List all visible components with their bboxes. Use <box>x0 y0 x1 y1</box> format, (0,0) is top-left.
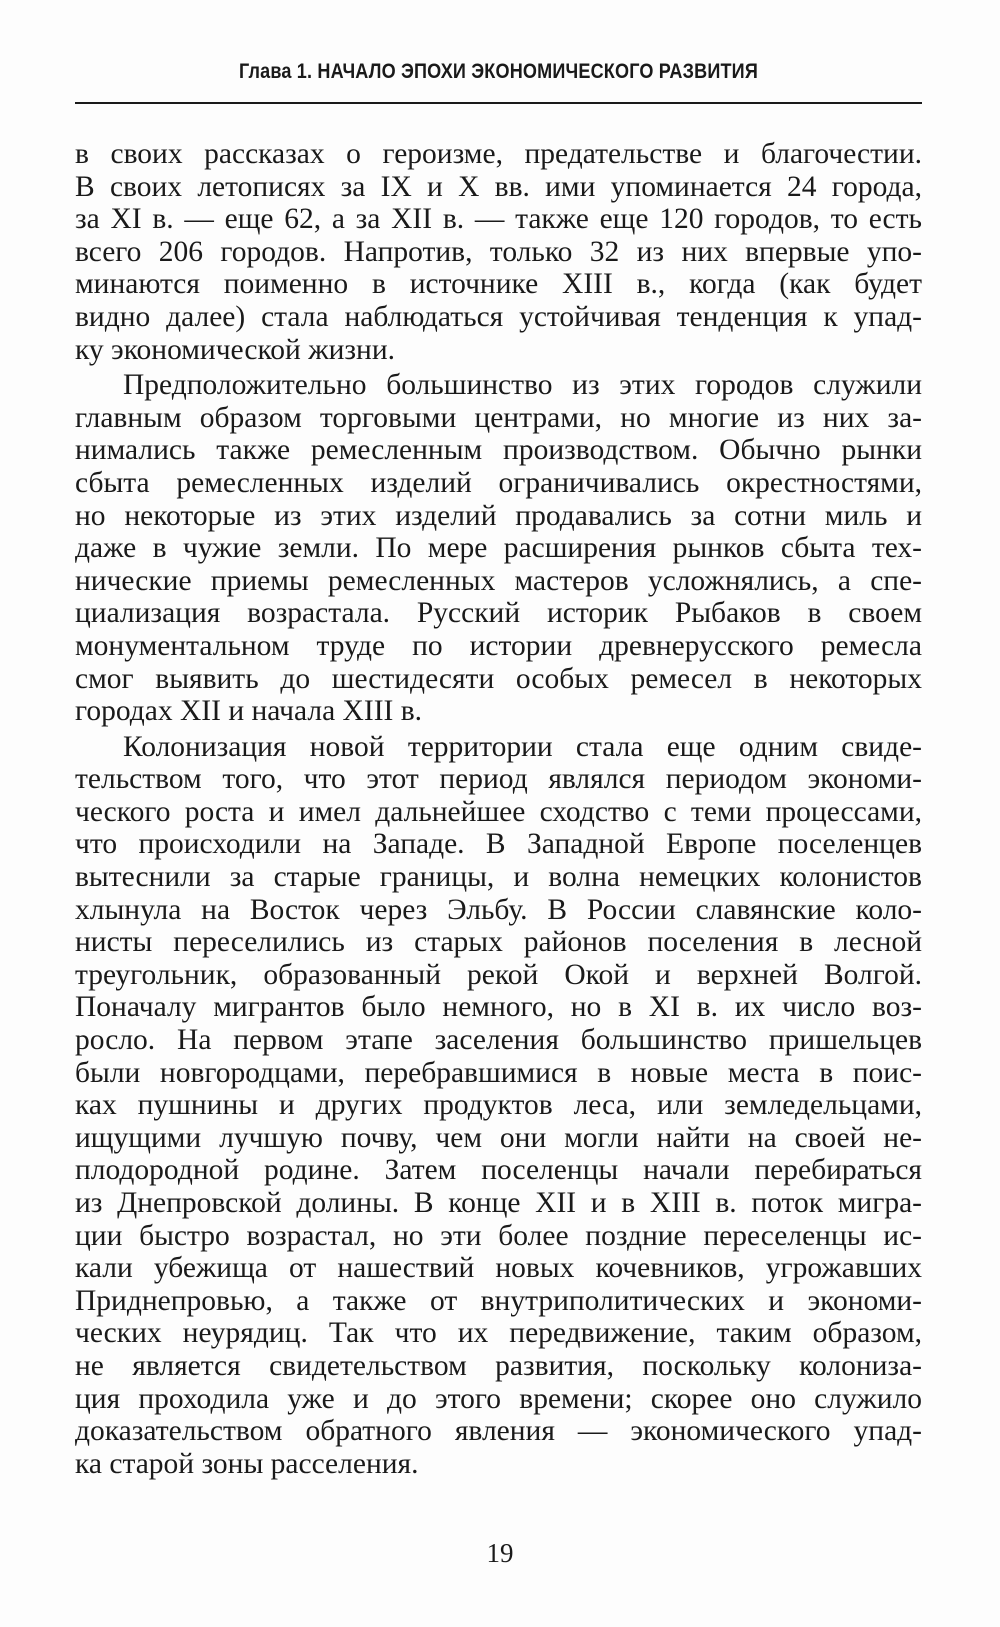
text-line: но некоторые из этих изделий продавались за сотни миль и <box>75 499 922 532</box>
text-line: ку экономической жизни. <box>75 333 395 366</box>
text-line: Поначалу мигрантов было немного, но в XI в. их число воз- <box>75 991 922 1024</box>
text-line: что происходили на Западе. В Западной Европе поселенцев <box>75 828 922 861</box>
text-line: ции быстро возрастал, но эти более поздние переселенцы ис- <box>75 1219 922 1252</box>
text-line: треугольник, образованный рекой Окой и верхней Волгой. <box>75 958 922 991</box>
text-line: всего 206 городов. Напротив, только 32 из них впервые упо- <box>75 235 922 268</box>
text-line: даже в чужие земли. По мере расширения рынков сбыта тех- <box>75 532 922 565</box>
text-line: ка старой зоны расселения. <box>75 1447 419 1480</box>
text-line: ция проходила уже и до этого времени; скорее оно служило <box>75 1382 922 1415</box>
body-text <box>75 138 922 1480</box>
text-line: главным образом торговыми центрами, но многие из них за- <box>75 401 922 434</box>
text-line: Предположительно большинство из этих городов служили <box>123 369 922 402</box>
text-line: Приднепровью, а также от внутриполитических и экономи- <box>75 1284 922 1317</box>
text-line: кали убежища от нашествий новых кочевников, угрожавших <box>75 1252 922 1285</box>
text-line: ищущими лучшую почву, чем они могли найти на своей не- <box>75 1121 922 1154</box>
paragraph-3 <box>75 731 922 1481</box>
text-line: циализация возрастала. Русский историк Рыбаков в своем <box>75 597 922 630</box>
paragraph-1 <box>75 138 922 366</box>
text-line: из Днепровской долины. В конце XII и в XIII в. поток мигра- <box>75 1187 922 1219</box>
text-line: ческих неурядиц. Так что их передвижение, таким образом, <box>75 1317 922 1350</box>
text-line: росло. На первом этапе заселения большинство пришельцев <box>75 1024 922 1057</box>
text-line: городах XII и начала XIII в. <box>75 695 423 728</box>
page-number: 19 <box>486 1538 514 1568</box>
running-head: Глава 1. НАЧАЛО ЭПОХИ ЭКОНОМИЧЕСКОГО РАЗВИТИЯ <box>238 60 759 83</box>
text-line: вытеснили за старые границы, и волна немецких колонистов <box>75 861 922 894</box>
text-line: хлынула на Восток через Эльбу. В России славянские коло- <box>75 893 922 926</box>
text-line: за XI в. — еще 62, а за XII в. — также еще 120 городов, то есть <box>75 203 922 236</box>
paragraph-2 <box>75 369 922 728</box>
text-line: монументальном труде по истории древнерусского ремесла <box>75 629 922 662</box>
text-line: ческого роста и имел дальнейшее сходство с теми процессами, <box>75 795 922 828</box>
text-line: сбыта ремесленных изделий ограничивались окрестностями, <box>75 466 922 499</box>
text-line: нимались также ремесленным производством. Обычно рынки <box>75 434 922 467</box>
text-line: смог выявить до шестидесяти особых ремесел в некоторых <box>75 662 922 695</box>
text-line: в своих рассказах о героизме, предательстве и благочестии. <box>75 138 922 170</box>
text-line: Колонизация новой территории стала еще одним свиде- <box>123 730 922 763</box>
text-line: нические приемы ремесленных мастеров усложнялись, а спе- <box>75 564 922 597</box>
text-line: доказательством обратного явления — экономического упад- <box>75 1415 922 1448</box>
text-line: видно далее) стала наблюдаться устойчивая тенденция к упад- <box>75 300 922 333</box>
text-line: тельством того, что этот период являлся периодом экономи- <box>75 763 922 796</box>
text-line: ках пушнины и других продуктов леса, или земледельцами, <box>75 1089 922 1122</box>
text-line: минаются поименно в источнике XIII в., когда (как будет <box>75 268 922 301</box>
text-line: нисты переселились из старых районов поселения в лесной <box>75 926 922 959</box>
text-line: плодородной родине. Затем поселенцы начали перебираться <box>75 1154 922 1187</box>
text-line: В своих летописях за IX и X вв. ими упоминается 24 города, <box>75 170 922 203</box>
text-line: не является свидетельством развития, поскольку колониза- <box>75 1349 922 1382</box>
header-rule <box>75 102 922 104</box>
text-line: были новгородцами, перебравшимися в новые места в поис- <box>75 1056 922 1089</box>
